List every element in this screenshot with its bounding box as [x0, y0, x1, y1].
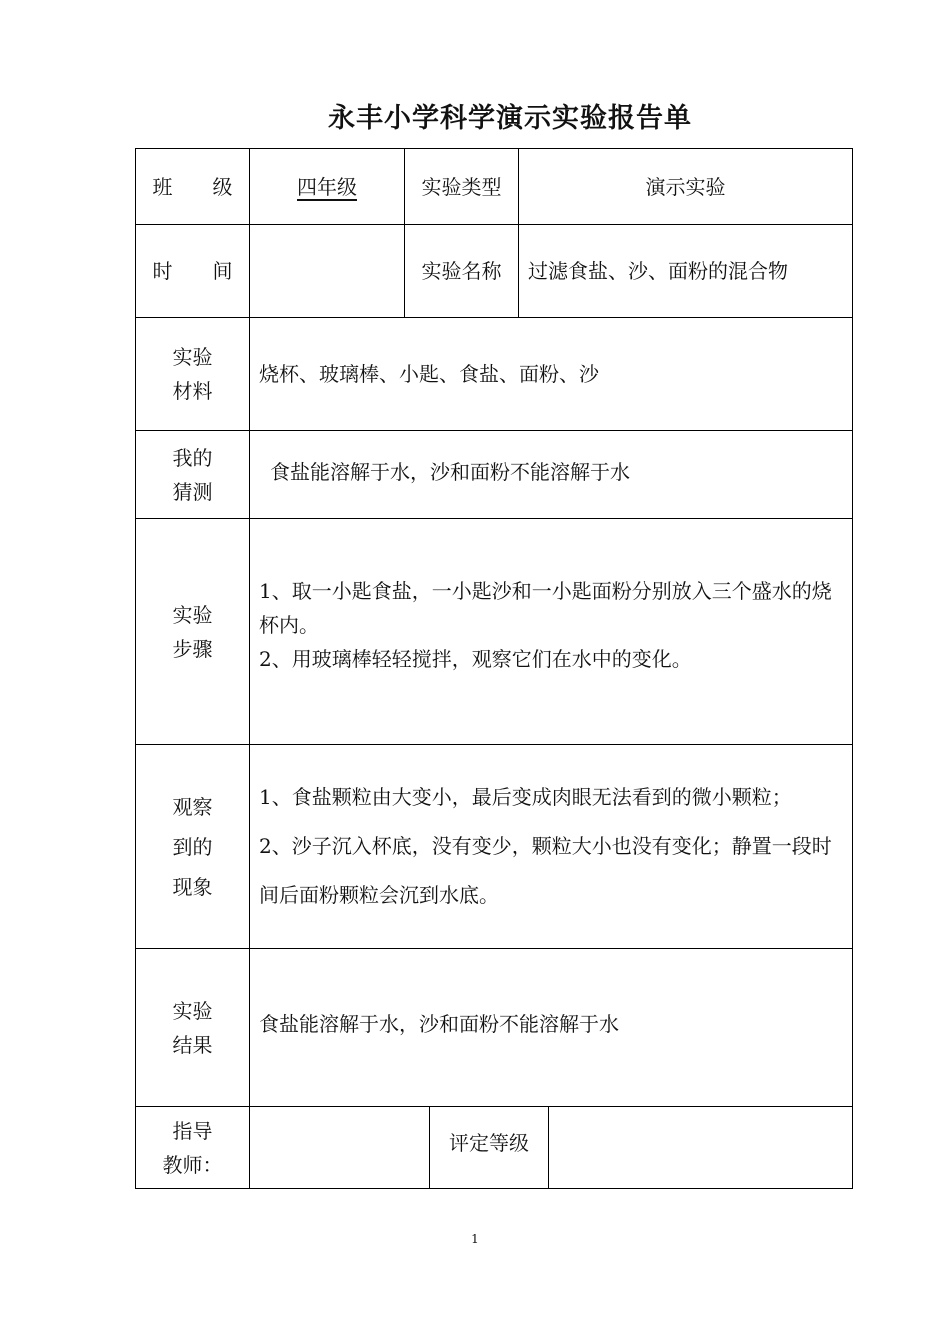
guess-label	[136, 431, 249, 518]
experiment-name-value: 过滤食盐、沙、面粉的混合物	[528, 259, 788, 283]
observation-value	[250, 745, 852, 948]
page-number: 1	[471, 1232, 479, 1246]
steps-label-line2: 步骤	[172, 636, 213, 661]
observation-label-line1: 观察	[172, 794, 213, 819]
materials-label	[136, 318, 249, 430]
class-value: 四年级	[297, 174, 357, 199]
step-1: 1、取一小匙食盐，一小匙沙和一小匙面粉分别放入三个盛水的烧杯内。	[259, 578, 832, 637]
teacher-label-line1: 指导	[172, 1118, 213, 1143]
guess-value: 食盐能溶解于水，沙和面粉不能溶解于水	[270, 460, 630, 484]
experiment-name-label: 实验名称	[421, 259, 502, 283]
result-label	[136, 949, 249, 1106]
observation-1: 1、食盐颗粒由大变小，最后变成肉眼无法看到的微小颗粒；	[259, 785, 792, 809]
step-2: 2、用玻璃棒轻轻搅拌，观察它们在水中的变化。	[259, 646, 692, 671]
class-label: 班 级	[152, 174, 233, 199]
observation-label	[136, 745, 249, 948]
result-value: 食盐能溶解于水，沙和面粉不能溶解于水	[259, 1012, 619, 1036]
observation-2: 2、沙子沉入杯底，没有变少，颗粒大小也没有变化；静置一段时间后面粉颗粒会沉到水底。	[259, 834, 832, 907]
result-label-line1: 实验	[172, 998, 213, 1023]
observation-label-line3: 现象	[172, 874, 213, 899]
teacher-label-line2: 教师：	[162, 1152, 223, 1177]
teacher-label	[136, 1107, 249, 1188]
time-value	[250, 225, 404, 317]
steps-label	[136, 519, 249, 744]
class-value-cell	[250, 149, 404, 224]
result-label-line2: 结果	[172, 1032, 213, 1057]
grade-value	[549, 1107, 852, 1188]
steps-value	[250, 519, 852, 744]
steps-label-line1: 实验	[172, 602, 213, 627]
experiment-type-label: 实验类型	[421, 174, 502, 199]
observation-label-line2: 到的	[172, 834, 213, 859]
materials-value: 烧杯、玻璃棒、小匙、食盐、面粉、沙	[259, 362, 599, 386]
materials-label-line2: 材料	[172, 379, 213, 403]
grade-label: 评定等级	[449, 1131, 529, 1155]
experiment-type-value: 演示实验	[645, 174, 726, 199]
guess-label-line2: 猜测	[172, 479, 213, 504]
document-title: 永丰小学科学演示实验报告单	[328, 103, 692, 134]
materials-label-line1: 实验	[172, 345, 213, 369]
guess-label-line1: 我的	[172, 445, 213, 470]
teacher-value	[250, 1107, 429, 1188]
time-label: 时 间	[152, 259, 233, 283]
